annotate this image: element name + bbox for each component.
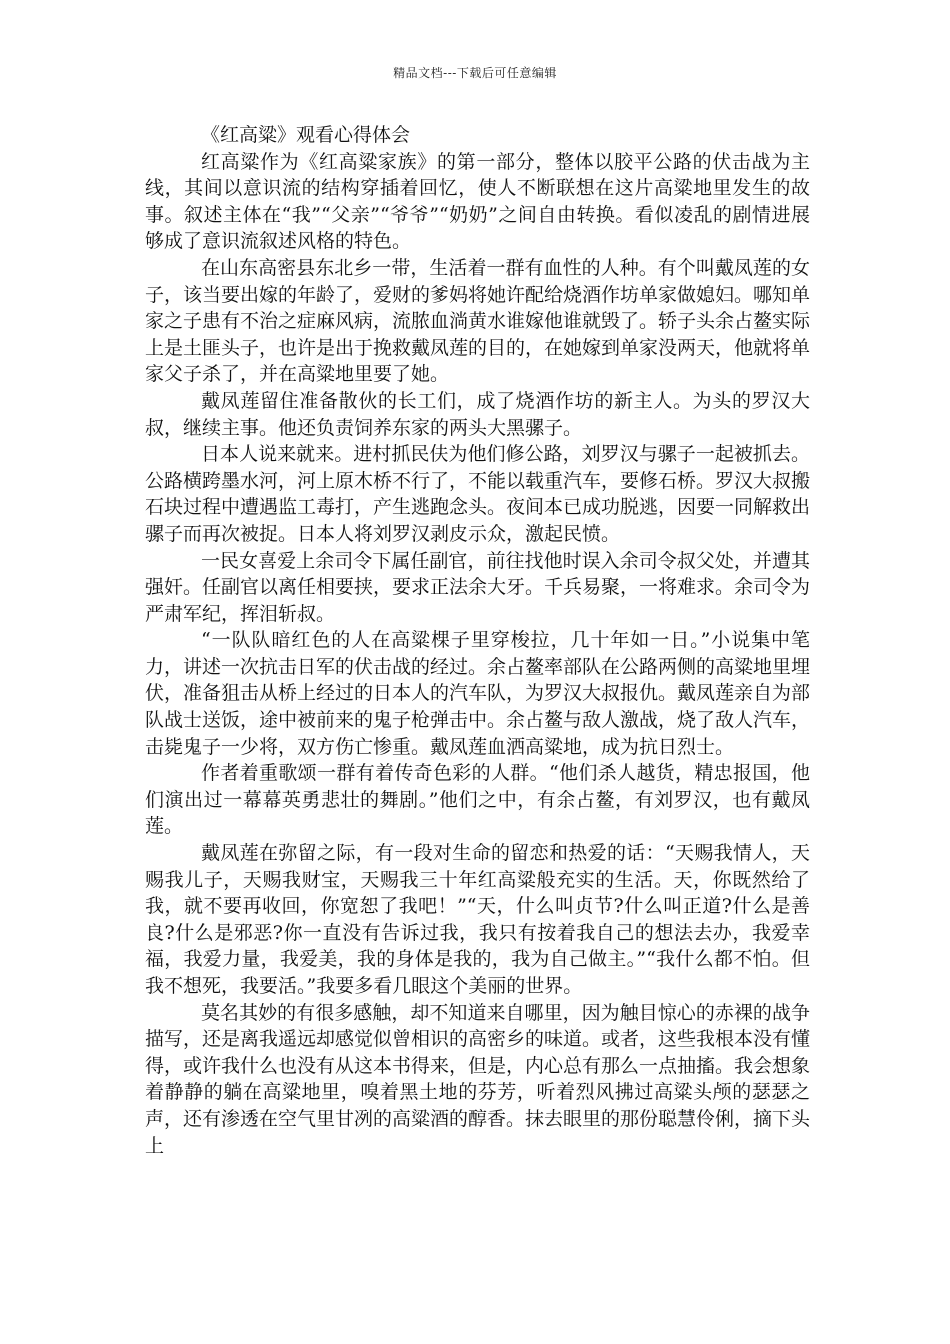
paragraph-japanese-arrival: 日本人说来就来。进村抓民伕为他们修公路，刘罗汉与骡子一起被抓去。公路横跨墨水河，河上原木桥不行了，不能以载重汽车，要修石桥。罗汉大叔搬石块过程中遭遇监工毒打，产生逃跑念头。夜间本已成功脱逃，因要一同解救出骡子而再次被捉。日本人将刘罗汉剥皮示众，激起民愤。 <box>145 443 811 545</box>
document-body <box>145 122 810 1159</box>
page-header: 精品文档---下载后可任意编辑 <box>393 66 557 80</box>
paragraph-last-words: 戴凤莲在弥留之际，有一段对生命的留恋和热爱的话：“天赐我情人，天赐我儿子，天赐我财宝，天赐我三十年红高粱般充实的生活。天，你既然给了我，就不要再收回，你宽恕了我吧！”“天，什么叫贞节?什么叫正道?什么是善良?什么是邪恶?你一直没有告诉过我，我只有按着我自己的想法去办，我爱幸福，我爱力量，我爱美，我的身体是我的，我为自己做主。”“我什么都不怕。但我不想死，我要活。”我要多看几眼这个美丽的世界。 <box>145 842 810 997</box>
paragraph-intro: 红高粱作为《红高粱家族》的第一部分，整体以胶平公路的伏击战为主线，其间以意识流的结构穿插着回忆，使人不断联想在这片高粱地里发生的故事。叙述主体在“我”“父亲”“爷爷”“奶奶”之间自由转换。看似凌乱的剧情进展够成了意识流叙述风格的特色。 <box>145 150 810 253</box>
paragraph-reflection: 莫名其妙的有很多感触，却不知道来自哪里，因为触目惊心的赤裸的战争描写，还是离我遥远却感觉似曾相识的高密乡的味道。或者，这些我根本没有懂得，或许我什么也没有从这本书得来，但是，内心总有那么一点抽搐。我会想象着静静的躺在高粱地里，嗅着黑土地的芬芳，听着烈风拂过高粱头颅的瑟瑟之声，还有渗透在空气里甘冽的高粱酒的醇香。抹去眼里的那份聪慧伶俐，摘下头上 <box>145 1001 811 1157</box>
document-title: 《红高粱》观看心得体会 <box>201 124 411 146</box>
paragraph-military-discipline: 一民女喜爱上余司令下属任副官，前往找他时误入余司令叔父处，并遭其强奸。任副官以离任相要挟，要求正法余大牙。千兵易聚，一将难求。余司令为严肃军纪，挥泪斩叔。 <box>145 549 811 625</box>
paragraph-plot-origin: 在山东高密县东北乡一带，生活着一群有血性的人种。有个叫戴凤莲的女子，该当要出嫁的年龄了，爱财的爹妈将她许配给烧酒作坊单家做媳妇。哪知单家之子患有不治之症麻风病，流脓血淌黄水谁嫁他谁就毁了。轿子头余占鳌实际上是土匪头子，也许是出于挽救戴凤莲的目的，在她嫁到单家没两天，他就将单家父子杀了，并在高粱地里要了她。 <box>145 256 811 386</box>
paragraph-praise: 作者着重歌颂一群有着传奇色彩的人群。“他们杀人越货，精忠报国，他们演出过一幕幕英勇悲壮的舞剧。”他们之中，有余占鳌，有刘罗汉，也有戴凤莲。 <box>145 762 810 838</box>
paragraph-ambush: “一队队暗红色的人在高粱棵子里穿梭拉，几十年如一日。”小说集中笔力，讲述一次抗击日军的伏击战的经过。余占鳌率部队在公路两侧的高粱地里埋伏，准备狙击从桥上经过的日本人的汽车队，为罗汉大叔报仇。戴凤莲亲自为部队战士送饭，途中被前来的鬼子枪弹击中。余占鳌与敌人激战，烧了敌人汽车，击毙鬼子一少将，双方伤亡惨重。戴凤莲血洒高粱地，成为抗日烈士。 <box>145 629 811 758</box>
paragraph-new-owner: 戴凤莲留住准备散伙的长工们，成了烧酒作坊的新主人。为头的罗汉大叔，继续主事。他还负责饲养东家的两头大黑骡子。 <box>145 389 810 439</box>
